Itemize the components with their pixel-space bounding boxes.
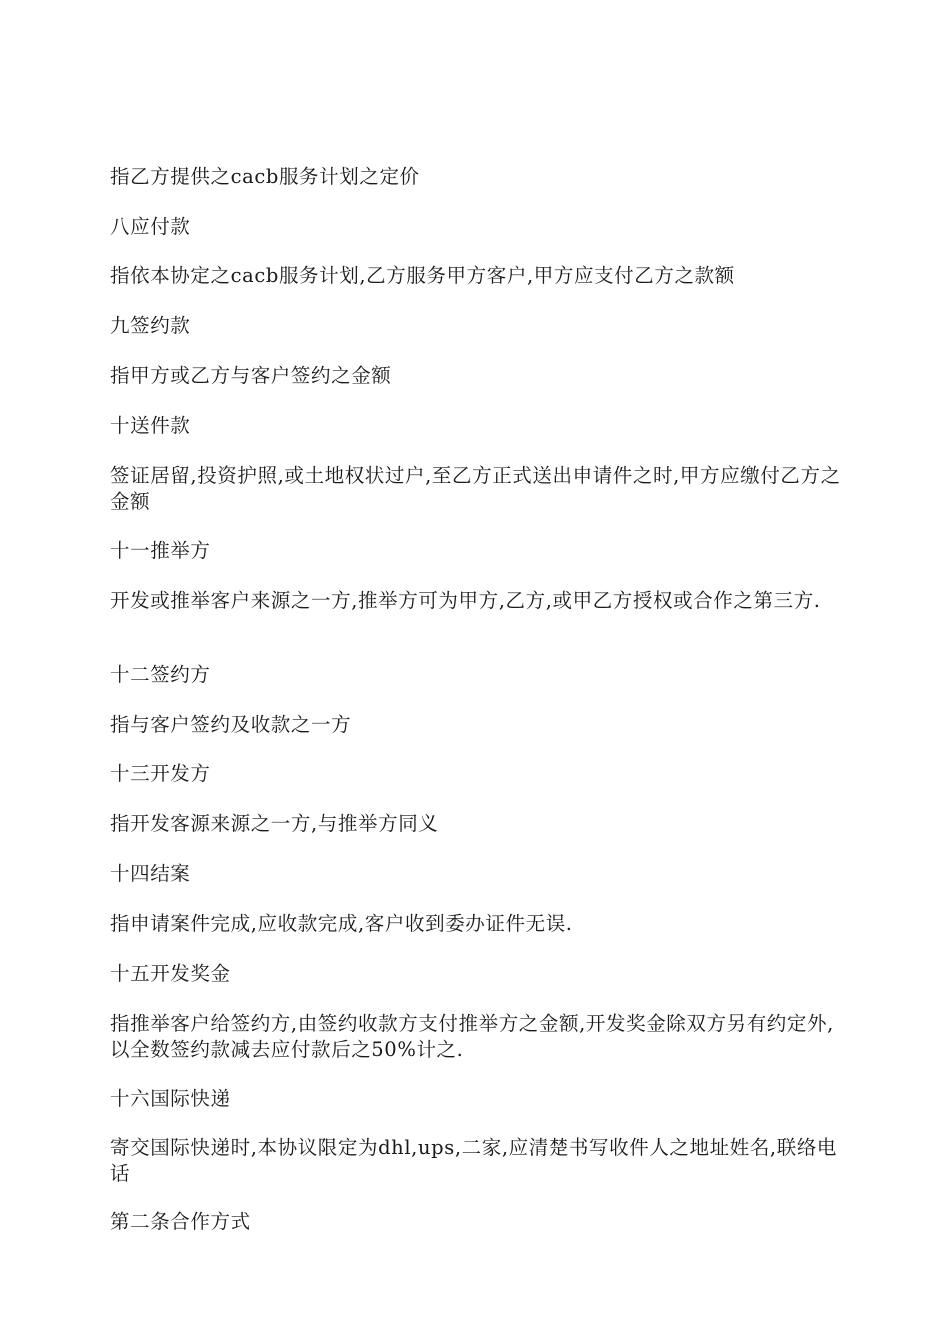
section-heading: 九签约款: [110, 313, 191, 337]
section-heading: 十四结案: [110, 861, 191, 885]
definition-text: 指申请案件完成,应收款完成,客户收到委办证件无误.: [110, 911, 573, 935]
definition-text: 指甲方或乙方与客户签约之金额: [110, 363, 392, 387]
definition-text: 指依本协定之cacb服务计划,乙方服务甲方客户,甲方应支付乙方之款额: [110, 263, 735, 287]
section-heading: 十六国际快递: [110, 1086, 231, 1110]
section-heading: 十送件款: [110, 413, 191, 437]
definition-text: 指开发客源来源之一方,与推举方同义: [110, 811, 439, 835]
definition-text: 开发或推举客户来源之一方,推举方可为甲方,乙方,或甲乙方授权或合作之第三方.: [110, 588, 821, 612]
definition-text: 签证居留,投资护照,或土地权状过户,至乙方正式送出申请件之时,甲方应缴付乙方之金额: [110, 463, 841, 513]
section-heading: 十二签约方: [110, 662, 211, 686]
section-heading: 十三开发方: [110, 761, 211, 785]
section-heading: 八应付款: [110, 214, 191, 238]
article-heading: 第二条合作方式: [110, 1209, 251, 1233]
definition-text: 指与客户签约及收款之一方: [110, 712, 352, 736]
definition-text: 寄交国际快递时,本协议限定为dhl,ups,二家,应清楚书写收件人之地址姓名,联络电话: [110, 1135, 838, 1185]
definition-text: 指乙方提供之cacb服务计划之定价: [110, 164, 420, 188]
definition-text: 指推举客户给签约方,由签约收款方支付推举方之金额,开发奖金除双方另有约定外,以全数签约款减去应付款后之50%计之.: [110, 1011, 834, 1061]
section-heading: 十一推举方: [110, 538, 211, 562]
section-heading: 十五开发奖金: [110, 961, 231, 985]
